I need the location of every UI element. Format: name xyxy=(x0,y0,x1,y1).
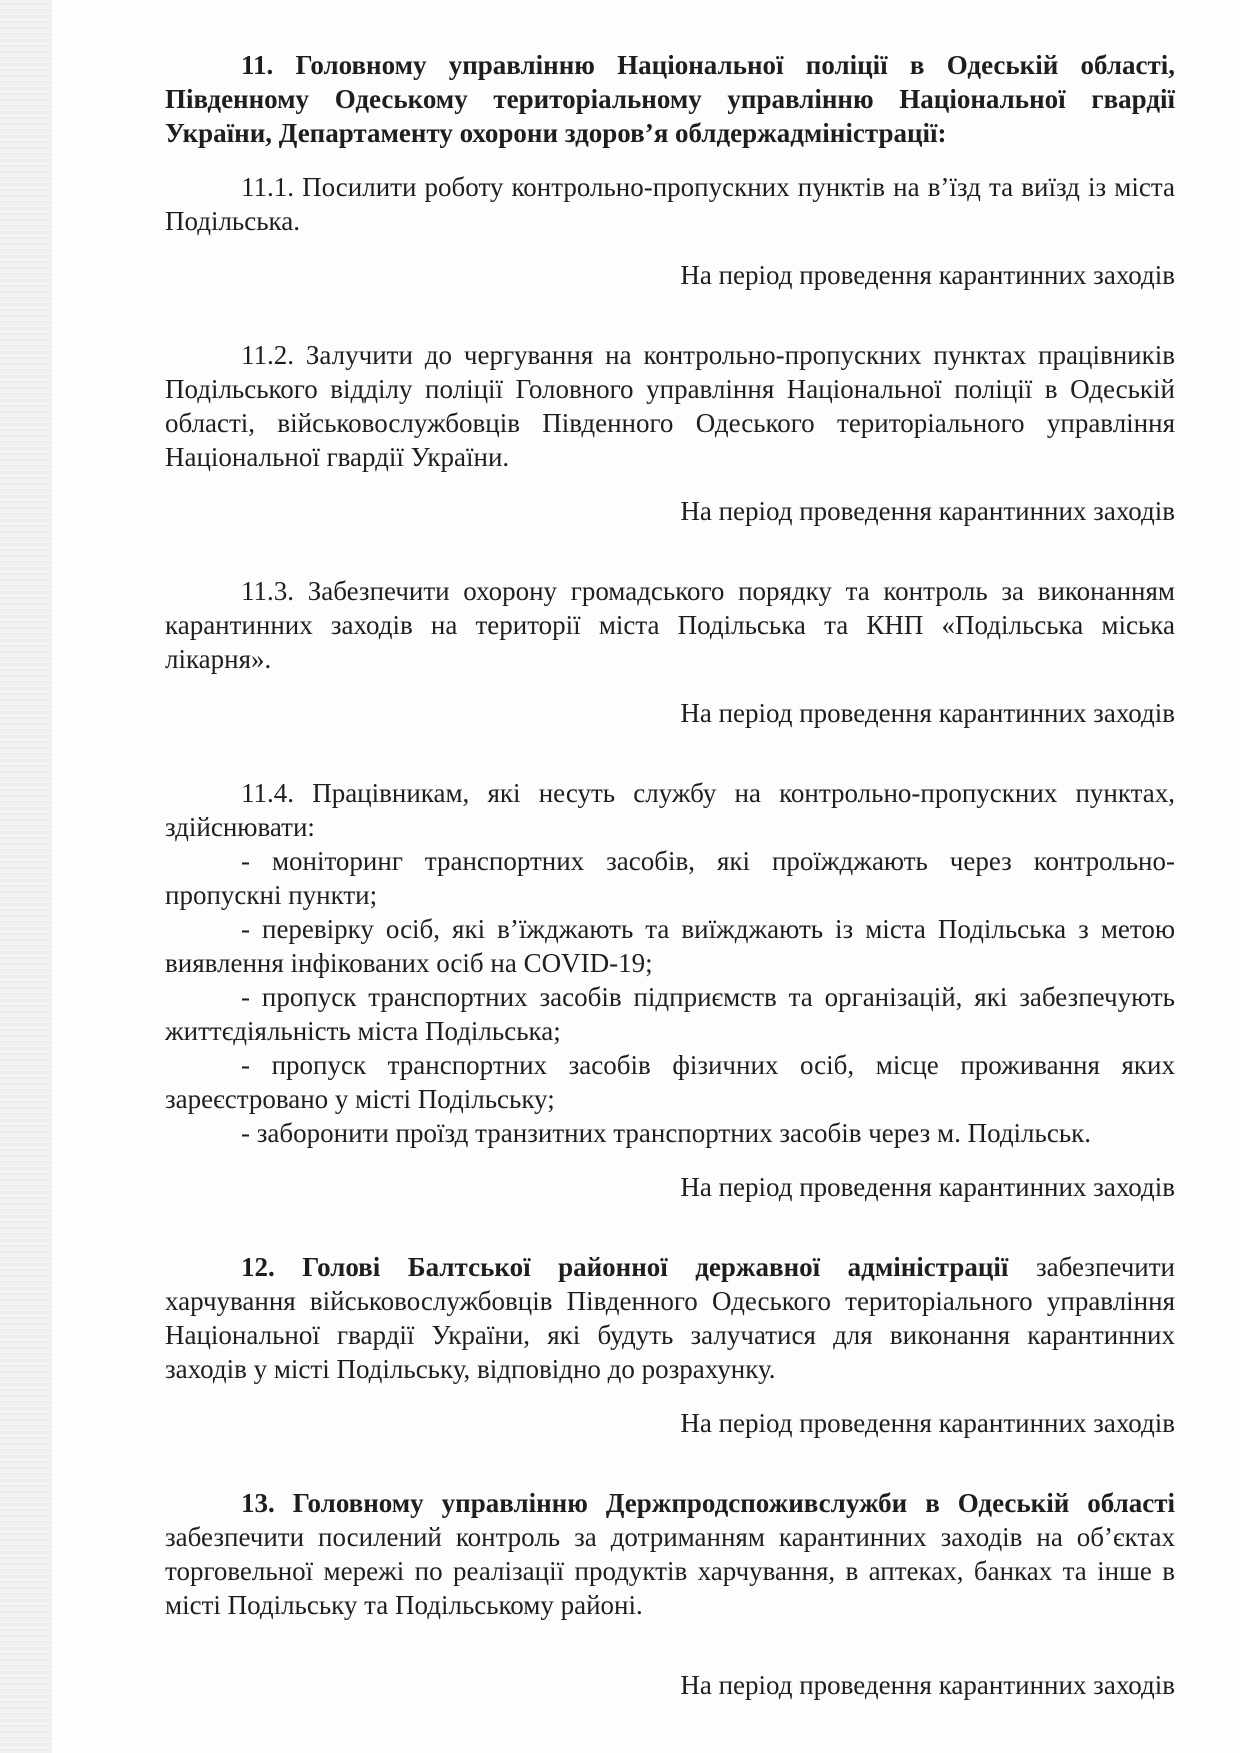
item-11-4 xyxy=(165,776,1175,1150)
section-12 xyxy=(165,1250,1175,1386)
section-13-heading: 13. Головному управлінню Держпродспоживслужби в Одеській області xyxy=(241,1488,1175,1518)
deadline-13: На період проведення карантинних заходів xyxy=(680,1670,1175,1700)
deadline-11-3: На період проведення карантинних заходів xyxy=(680,698,1175,728)
item-11-4-bullet-3: - пропуск транспортних засобів підприємств та організацій, які забезпечують життєдіяльність міста Подільська; xyxy=(165,982,1175,1046)
deadline-11-4: На період проведення карантинних заходів xyxy=(680,1172,1175,1202)
section-11-heading: 11. Головному управлінню Національної поліції в Одеській області, Південному Одеському територіальному управлінню Національної гвардії України, Департаменту охорони здоров’я облдержадміністрації: xyxy=(165,50,1175,148)
section-12-heading: 12. Голові Балтської районної державної адміністрації xyxy=(241,1252,1009,1282)
section-13 xyxy=(165,1486,1175,1622)
item-11-1: 11.1. Посилити роботу контрольно-пропускних пунктів на в’їзд та виїзд із міста Подільська. xyxy=(165,172,1175,236)
item-11-4-bullet-2: - перевірку осіб, які в’їжджають та виїжджають із міста Подільська з метою виявлення інфікованих осіб на COVID-19; xyxy=(165,914,1175,978)
item-11-3: 11.3. Забезпечити охорону громадського порядку та контроль за виконанням карантинних заходів на території міста Подільська та КНП «Подільська міська лікарня». xyxy=(165,576,1175,674)
item-11-4-bullet-5: - заборонити проїзд транзитних транспортних засобів через м. Подільськ. xyxy=(241,1118,1092,1148)
item-11-4-bullet-1: - моніторинг транспортних засобів, які проїжджають через контрольно-пропускні пункти; xyxy=(165,846,1175,910)
document-body xyxy=(165,48,1175,1702)
item-11-2: 11.2. Залучити до чергування на контрольно-пропускних пунктах працівників Подільського відділу поліції Головного управління Національної поліції в Одеській області, військовослужбовців Південного Одеського територіального управління Національної гвардії України. xyxy=(165,340,1175,472)
section-13-text: забезпечити посилений контроль за дотриманням карантинних заходів на об’єктах торговельної мережі по реалізації продуктів харчування, в аптеках, банках та інше в місті Подільську та Подільському районі. xyxy=(165,1522,1175,1620)
deadline-11-2: На період проведення карантинних заходів xyxy=(680,496,1175,526)
item-11-4-intro: 11.4. Працівникам, які несуть службу на контрольно-пропускних пунктах, здійснювати: xyxy=(165,778,1175,842)
deadline-11-1: На період проведення карантинних заходів xyxy=(680,260,1175,290)
section-12-text: забезпечити харчування військовослужбовців Південного Одеського територіального управління Національної гвардії України, які будуть залучатися для виконання карантинних заходів у місті Подільську, відповідно до розрахунку. xyxy=(165,1252,1175,1384)
deadline-12: На період проведення карантинних заходів xyxy=(680,1408,1175,1438)
item-11-4-bullet-4: - пропуск транспортних засобів фізичних осіб, місце проживання яких зареєстровано у місті Подільську; xyxy=(165,1050,1175,1114)
scan-edge-artifact xyxy=(0,0,52,1753)
